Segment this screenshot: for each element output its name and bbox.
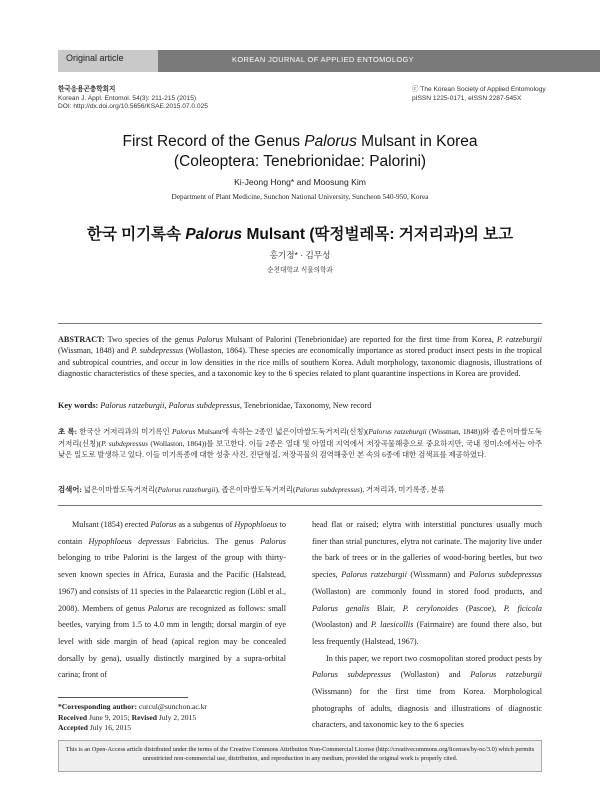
doi-link[interactable]: DOI: http://dx.doi.org/10.5656/KSAE.2015.07.0.025 <box>58 103 208 111</box>
divider <box>58 323 542 324</box>
copyright: ⓒ The Korean Society of Applied Entomology <box>412 86 546 93</box>
footnote: *Corresponding author: curcul@sunchon.ac.kr Received June 9, 2015; Revised July 2, 2015 Accepted July 16, 2015 <box>58 702 208 733</box>
article-title-korean: 한국 미기록속 Palorus Mulsant (딱정벌레목: 거저리과)의 보고 <box>86 226 514 243</box>
author-email[interactable]: curcul@sunchon.ac.kr <box>136 702 208 711</box>
journal-name: KOREAN JOURNAL OF APPLIED ENTOMOLOGY <box>232 55 414 64</box>
body-column-left <box>58 517 286 684</box>
abstract-korean: 초 록: 한국산 거저리과의 미기록인 Palorus Mulsant에 속하는 2종인 넓은이마쌀도둑거저리(신칭)(Palorus ratzeburgii (Wissman, 1848))와 좁은이마쌀도둑거저리(신칭)(P. subdepressus (Wollaston, 1864))를 보고한다. 이들 2종은 열대 및 아열대 지역에서 저장곡물해충으로 중요하지만, 국내 정미소에서는 아주 낮은 밀도로 발생하고 있다. 이들 미기록종에 대한 성충 사진, 진단형질, 저장곡물의 검역해충인 본 속의 6종에 대한 검색표를 제공하였다. <box>58 427 542 459</box>
affiliation: Department of Plant Medicine, Sunchon National University, Suncheon 540-950, Korea <box>171 192 429 201</box>
corresponding-author-label: *Corresponding author: <box>58 702 137 711</box>
citation-block <box>58 86 318 112</box>
keywords-label: Key words: <box>58 401 99 410</box>
abstract-label: ABSTRACT: <box>58 335 105 344</box>
authors: Ki-Jeong Hong* and Moosung Kim <box>234 177 366 187</box>
keywords-korean-label: 검색어: <box>58 485 82 494</box>
abstract-korean-label: 초 록: <box>58 427 78 436</box>
divider <box>58 505 542 506</box>
issn: pISSN 1225-0171, eISSN 2287-545X <box>412 94 522 102</box>
body-paragraph: head flat or raised; elytra with interstitial punctures usually much finer than strial punctures, elytra not carinate. The majority live under the bark of trees or in the galleries of wood-boring beetles, but two species, Palorus ratzeburgii (Wissmann) and Palorus subdepressus (Wollaston) are commonly found in stored food products, and Palorus genalis Blair, P. cerylonoides (Pascoe), P. ficicola (Woolaston) and P. laesicollis (Fairmaire) are found there also, but less frequently (Halstead, 1967). <box>312 520 543 646</box>
license-text: This is an Open-Access article distributed under the terms of the Creative Commons Attribution Non-Commercial License (http://creativecommons.org/licenses/by-nc/3.0) which permits unrestricted non-commercial use, distribution, and reproduction in any medium, provided the original work is properly cited. <box>65 746 535 763</box>
body-paragraph: Mulsant (1854) erected Palorus as a subgenus of Hypophloeus to contain Hypophloeus depressus Fabricius. The genus Palorus belonging to tribe Palorini is the largest of the group with thirty-seven known species in Africa, Eurasia and the Pacific (Halstead, 1967) and consists of 11 species in the Palaearctic region (Löbl et al., 2008). Members of genus Palorus are recognized as follows: small beetles, varying from 1.5 to 4.0 mm in length; dorsal margin of eye level with side margin of head (apical region may be concealed dorsally by gena), usually distinctly margined by a supra-orbital carina; front of <box>58 520 286 680</box>
article-type-label: Original article <box>66 53 124 63</box>
keywords: Key words: Palorus ratzeburgii, Palorus subdepressus, Tenebrionidae, Taxonomy, New record <box>58 401 372 410</box>
body-column-right <box>312 517 542 734</box>
footnote-rule <box>58 697 188 698</box>
copyright-block <box>412 86 600 103</box>
article-title: First Record of the Genus Palorus Mulsant in Korea (Coleoptera: Tenebrionidae: Palorini) <box>122 133 478 170</box>
abstract: ABSTRACT: Two species of the genus Palorus Mulsant of Palorini (Tenebrionidae) are reported for the first time from Korea, P. ratzeburgii (Wissman, 1848) and P. subdepressus (Wollaston, 1864). These species are economically importance as stored product insect pests in the tropical and subtropical countries, and occur in low densities in the rice mills of southern Korea. Adult morphology, taxonomic diagnosis, illustrations of diagnostic characteristics of these species, and a taxonomic key to the 6 species related to plant quarantine inspections in Korea are provided. <box>58 335 542 378</box>
body-paragraph: In this paper, we report two cosmopolitan stored product pests by Palorus subdepressus (Wollaston) and Palorus ratzeburgii (Wissmann) for the first time from Korea. Morphological photographs of adults, diagnosis and illustrations of diagnostic characters, and taxonomic key to the 6 species <box>312 653 542 730</box>
affiliation-korean: 순천대학교 식물의학과 <box>267 267 333 274</box>
genus-name: Palorus <box>304 133 357 150</box>
keywords-korean: 검색어: 넓은이마쌀도둑거저리(Palorus ratzeburgii), 좁은이마쌀도둑거저리(Palorus subdepressus), 거저리과, 미기록종, 분류 <box>58 485 445 494</box>
authors-korean: 홍기정* · 김무성 <box>269 250 331 260</box>
genus-name: Palorus <box>185 226 243 243</box>
citation: Korean J. Appl. Entomol. 54(3): 211-215 (2015) <box>58 94 197 102</box>
journal-name-korean: 한국응용곤충학회지 <box>58 86 116 93</box>
